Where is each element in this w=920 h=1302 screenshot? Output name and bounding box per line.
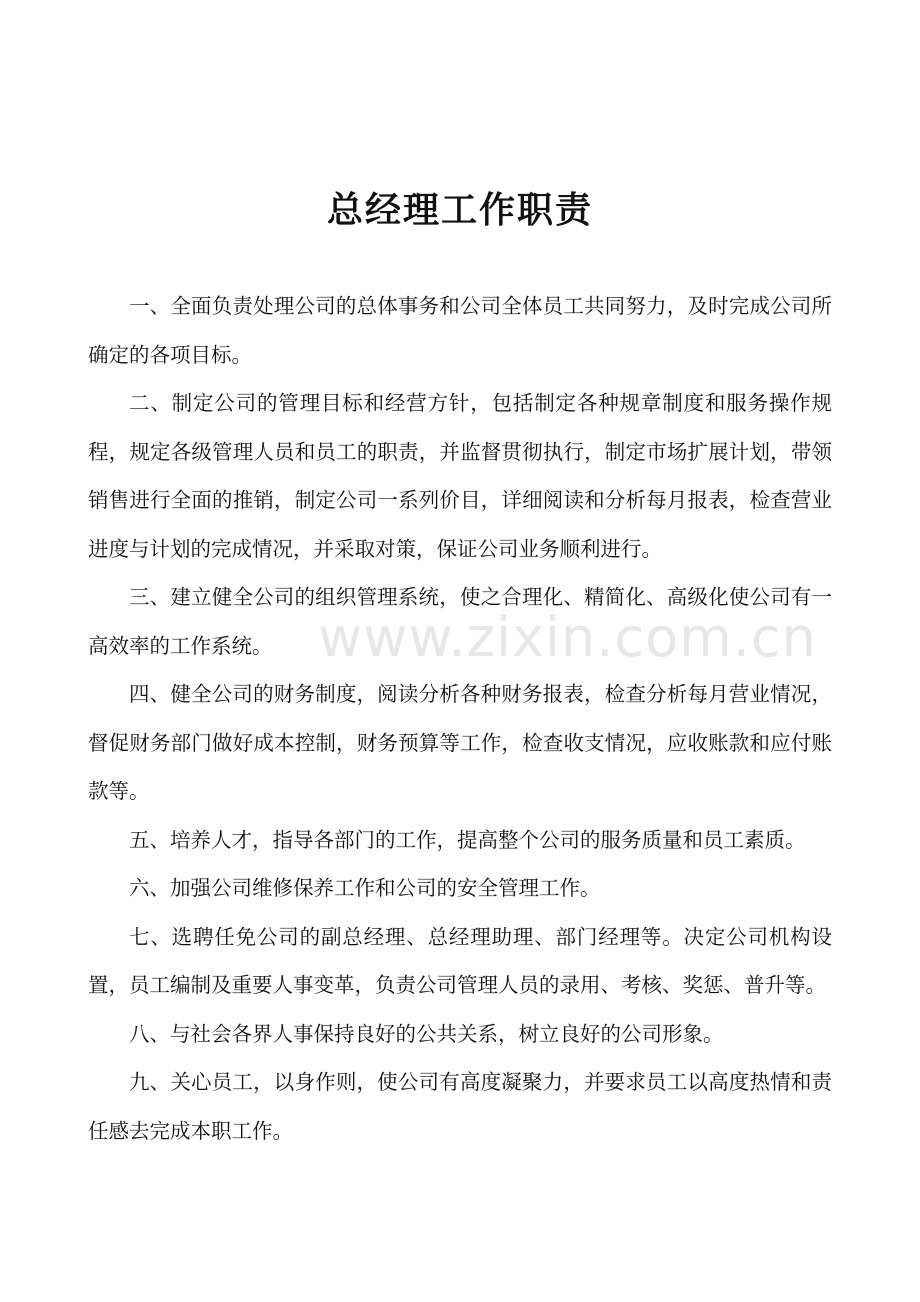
watermark-text: www.zixin.com.cn [318, 606, 817, 669]
duty-paragraph-1: 一、全面负责处理公司的总体事务和公司全体员工共同努力，及时完成公司所确定的各项目标。 [88, 294, 832, 367]
document-title: 总经理工作职责 [326, 189, 593, 231]
duty-paragraph-9: 九、关心员工，以身作则，使公司有高度凝聚力，并要求员工以高度热情和责任感去完成本职工作。 [88, 1070, 832, 1143]
duty-paragraph-6: 六、加强公司维修保养工作和公司的安全管理工作。 [129, 876, 601, 900]
duty-paragraph-7: 七、选聘任免公司的副总经理、总经理助理、部门经理等。决定公司机构设置，员工编制及重要人事变革，负责公司管理人员的录用、考核、奖惩、普升等。 [88, 924, 832, 997]
duty-paragraph-8: 八、与社会各界人事保持良好的公共关系，树立良好的公司形象。 [129, 1021, 724, 1046]
duty-paragraph-5: 五、培养人才，指导各部门的工作，提高整个公司的服务质量和员工素质。 [129, 827, 806, 852]
duty-paragraph-2: 二、制定公司的管理目标和经营方针，包括制定各种规章制度和服务操作规程，规定各级管理人员和员工的职责，并监督贯彻执行，制定市场扩展计划，带领销售进行全面的推销，制定公司一系列价目，详细阅读和分析每月报表，检查营业进度与计划的完成情况，并采取对策，保证公司业务顺利进行。 [88, 391, 832, 561]
document-body [88, 282, 832, 1155]
duty-paragraph-3: 三、建立健全公司的组织管理系统，使之合理化、精简化、高级化使公司有一高效率的工作系统。 [88, 585, 832, 658]
duty-paragraph-4: 四、健全公司的财务制度，阅读分析各种财务报表，检查分析每月营业情况，督促财务部门做好成本控制，财务预算等工作，检查收支情况，应收账款和应付账款等。 [88, 682, 832, 803]
